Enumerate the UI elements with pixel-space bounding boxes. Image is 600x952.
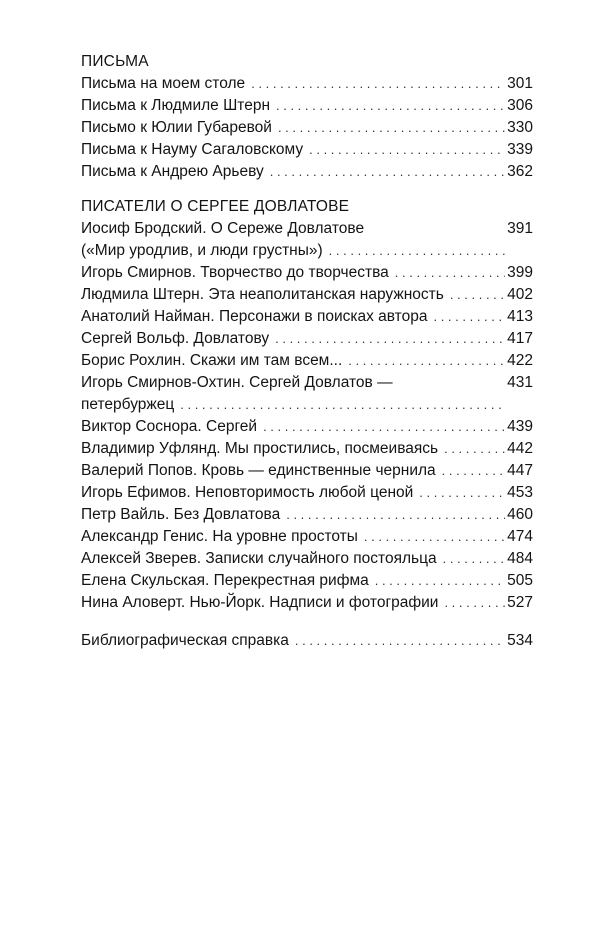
entry-title: Письма на моем столе — [81, 75, 246, 92]
page-number: 417 — [507, 330, 533, 347]
dot-leader — [329, 240, 505, 262]
section-title: ПИСАТЕЛИ О СЕРГЕЕ ДОВЛАТОВЕ — [81, 198, 350, 215]
toc-entry — [81, 306, 533, 328]
page-number: 431 — [507, 374, 533, 391]
dot-leader — [450, 284, 505, 306]
entry-title: Библиографическая справка — [81, 632, 289, 649]
entry-title: Алексей Зверев. Записки случайного постояльца — [81, 550, 437, 567]
toc-entry — [81, 161, 533, 183]
page-number: 330 — [507, 119, 533, 136]
page-number: 413 — [507, 308, 533, 325]
toc-entry — [81, 218, 533, 262]
page-number: 453 — [507, 484, 533, 501]
page-number: 505 — [507, 572, 533, 589]
toc-entry — [81, 262, 533, 284]
toc-entry — [81, 284, 533, 306]
page-number: 306 — [507, 97, 533, 114]
dot-leader — [275, 328, 505, 350]
dot-leader — [270, 161, 505, 183]
toc-entry — [81, 117, 533, 139]
dot-leader — [309, 139, 505, 161]
section-spacer — [81, 614, 533, 630]
entry-title: Письма к Людмиле Штерн — [81, 97, 271, 114]
page-number: 442 — [507, 440, 533, 457]
entry-title: Игорь Смирнов-Охтин. Сергей Довлатов — — [81, 374, 393, 391]
entry-title: Владимир Уфлянд. Мы простились, посмеиваясь — [81, 440, 439, 457]
toc-entry — [81, 592, 533, 614]
dot-leader — [444, 592, 505, 614]
entry-title: Людмила Штерн. Эта неаполитанская наружность — [81, 286, 444, 303]
toc-entry — [81, 95, 533, 117]
toc-entry — [81, 416, 533, 438]
page-number: 301 — [507, 75, 533, 92]
entry-title: Валерий Попов. Кровь — единственные чернила — [81, 462, 436, 479]
page-number: 339 — [507, 141, 533, 158]
toc-entry — [81, 548, 533, 570]
page-number: 422 — [507, 352, 533, 369]
toc-entry — [81, 504, 533, 526]
toc-entry — [81, 328, 533, 350]
toc-entry-bibliography — [81, 630, 533, 652]
entry-title: Елена Скульская. Перекрестная рифма — [81, 572, 369, 589]
entry-title: Письмо к Юлии Губаревой — [81, 119, 272, 136]
dot-leader — [419, 482, 505, 504]
entry-title: Александр Генис. На уровне простоты — [81, 528, 358, 545]
entry-title: Игорь Смирнов. Творчество до творчества — [81, 264, 389, 281]
toc-entry — [81, 460, 533, 482]
dot-leader — [348, 350, 505, 372]
entry-title-continued: («Мир уродлив, и люди грустны») — [81, 242, 323, 259]
section-spacer — [81, 183, 533, 196]
page-number: 527 — [507, 594, 533, 611]
entry-title: Петр Вайль. Без Довлатова — [81, 506, 281, 523]
dot-leader — [251, 73, 505, 95]
dot-leader — [444, 438, 505, 460]
entry-title: Нина Аловерт. Нью-Йорк. Надписи и фотографии — [81, 594, 439, 611]
entry-title: Игорь Ефимов. Неповторимость любой ценой — [81, 484, 414, 501]
entry-title: Сергей Вольф. Довлатову — [81, 330, 270, 347]
toc-entry — [81, 482, 533, 504]
dot-leader — [276, 95, 505, 117]
dot-leader — [395, 262, 505, 284]
page-number: 399 — [507, 264, 533, 281]
toc-entry — [81, 526, 533, 548]
page-number: 439 — [507, 418, 533, 435]
dot-leader — [263, 416, 505, 438]
toc-entry — [81, 372, 533, 416]
toc-entry — [81, 73, 533, 95]
page-number: 474 — [507, 528, 533, 545]
dot-leader — [278, 117, 505, 139]
page-number: 362 — [507, 163, 533, 180]
toc-entry — [81, 350, 533, 372]
entry-title: Анатолий Найман. Персонажи в поисках автора — [81, 308, 428, 325]
entry-title-continued: петербуржец — [81, 396, 175, 413]
dot-leader — [180, 394, 505, 416]
dot-leader — [375, 570, 505, 592]
page-number: 391 — [507, 220, 533, 237]
page-number: 447 — [507, 462, 533, 479]
dot-leader — [295, 630, 505, 652]
dot-leader — [442, 460, 505, 482]
section-title: ПИСЬМА — [81, 53, 149, 70]
entry-title: Борис Рохлин. Скажи им там всем... — [81, 352, 343, 369]
page-number: 460 — [507, 506, 533, 523]
entry-title: Иосиф Бродский. О Сереже Довлатове — [81, 220, 365, 237]
dot-leader — [364, 526, 505, 548]
dot-leader — [286, 504, 505, 526]
toc-entry — [81, 139, 533, 161]
entry-title: Письма к Науму Сагаловскому — [81, 141, 304, 158]
entry-title: Письма к Андрею Арьеву — [81, 163, 264, 180]
toc-entry — [81, 570, 533, 592]
page-number: 402 — [507, 286, 533, 303]
dot-leader — [443, 548, 506, 570]
table-of-contents — [81, 51, 533, 652]
dot-leader — [433, 306, 505, 328]
page-number: 484 — [507, 550, 533, 567]
entry-title: Виктор Соснора. Сергей — [81, 418, 258, 435]
page-number: 534 — [507, 632, 533, 649]
toc-entry — [81, 438, 533, 460]
